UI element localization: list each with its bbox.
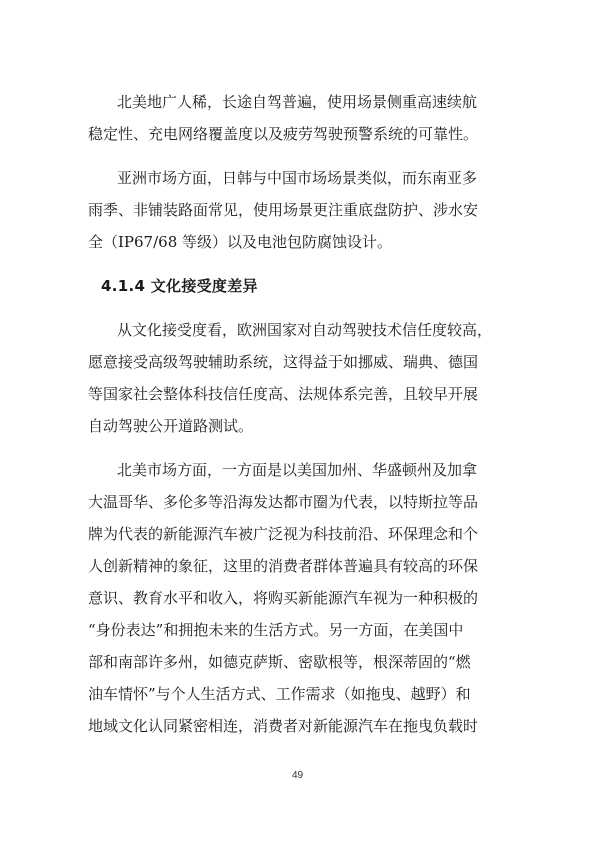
body-text: 意识、教育水平和收入，将购买新能源汽车视为一种积极的	[88, 589, 479, 607]
body-text: “身份表达”和拥抱未来的生活方式。另一方面，在美国中	[88, 621, 464, 639]
paragraph-line	[0, 168, 595, 188]
paragraph-line	[0, 588, 595, 608]
paragraph-line	[0, 716, 595, 736]
paragraph-line	[0, 556, 595, 576]
paragraph-line	[0, 684, 595, 704]
paragraph-line	[0, 200, 595, 220]
body-text: 牌为代表的新能源汽车被广泛视为科技前沿、环保理念和个	[88, 525, 479, 543]
paragraph-line	[0, 92, 595, 112]
body-text: 人创新精神的象征，这里的消费者群体普遍具有较高的环保	[88, 557, 479, 575]
paragraph-line	[0, 652, 595, 672]
paragraph-line	[0, 124, 595, 144]
paragraph-line	[0, 492, 595, 512]
paragraph-line	[0, 620, 595, 640]
paragraph-line	[0, 384, 595, 404]
page-number: 49	[291, 770, 304, 781]
body-text: 地域文化认同紧密相连，消费者对新能源汽车在拖曳负载时	[88, 717, 479, 735]
body-text: 北美地广人稀，长途自驾普遍，使用场景侧重高速续航	[117, 93, 478, 111]
body-text: 稳定性、充电网络覆盖度以及疲劳驾驶预警系统的可靠性。	[88, 125, 479, 143]
paragraph-line	[0, 232, 595, 252]
section-heading	[0, 276, 595, 296]
paragraph-line	[0, 352, 595, 372]
body-text: 雨季、非铺装路面常见，使用场景更注重底盘防护、涉水安	[88, 201, 479, 219]
paragraph-line	[0, 460, 595, 480]
body-text: 愿意接受高级驾驶辅助系统，这得益于如挪威、瑞典、德国	[88, 353, 479, 371]
paragraph-line	[0, 524, 595, 544]
body-text: 部和南部许多州，如德克萨斯、密歇根等，根深蒂固的“燃	[88, 653, 471, 671]
body-text: 大温哥华、多伦多等沿海发达都市圈为代表，以特斯拉等品	[88, 493, 479, 511]
body-text: 全（IP67/68 等级）以及电池包防腐蚀设计。	[88, 233, 393, 251]
body-text: 等国家社会整体科技信任度高、法规体系完善，且较早开展	[88, 385, 479, 403]
paragraph-line	[0, 320, 595, 340]
body-text: 自动驾驶公开道路测试。	[88, 417, 254, 435]
section-heading-text: 4.1.4 文化接受度差异	[101, 277, 258, 295]
body-text: 从文化接受度看，欧洲国家对自动驾驶技术信任度较高，	[117, 321, 493, 339]
body-text: 亚洲市场方面，日韩与中国市场场景类似，而东南亚多	[117, 169, 478, 187]
body-text: 油车情怀”与个人生活方式、工作需求（如拖曳、越野）和	[88, 685, 471, 703]
body-text: 北美市场方面，一方面是以美国加州、华盛顿州及加拿	[117, 461, 478, 479]
paragraph-line	[0, 416, 595, 436]
